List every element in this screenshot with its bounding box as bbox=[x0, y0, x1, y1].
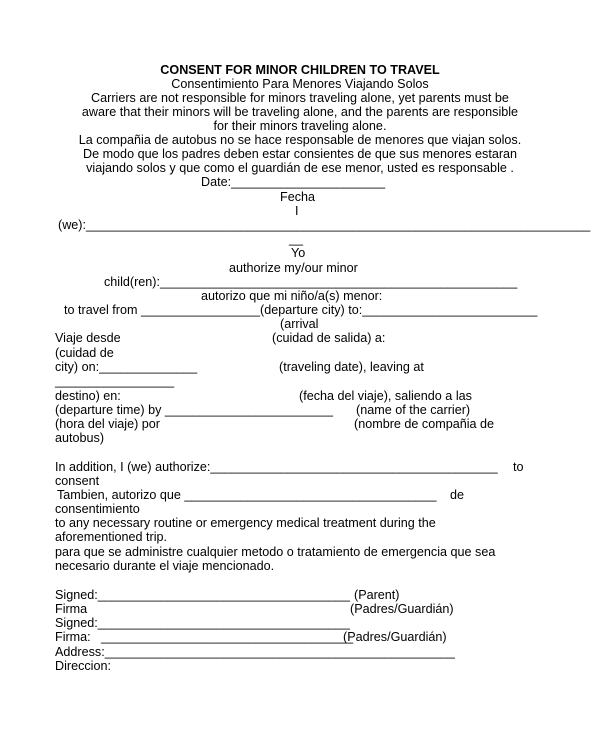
cuidad-salida-label: (cuidad de salida) a: bbox=[272, 331, 386, 345]
parent-label-1: (Parent) bbox=[354, 588, 400, 602]
autobus-label: autobus) bbox=[55, 431, 105, 445]
date-field[interactable]: Date:______________________ bbox=[201, 175, 386, 189]
address-field[interactable]: Address:__________________________________________________ bbox=[55, 645, 455, 659]
treatment-english-line-1: to any necessary routine or emergency medical treatment during the bbox=[55, 516, 436, 530]
yo-label: Yo bbox=[291, 246, 306, 260]
nombre-compania-label: (nombre de compañia de bbox=[354, 417, 495, 431]
de-label: de bbox=[450, 488, 465, 502]
firma-label-2: Firma: bbox=[55, 630, 91, 644]
arrival-label: (arrival bbox=[280, 317, 319, 331]
children-name-field[interactable]: child(ren):___________________________________________________ bbox=[104, 275, 518, 289]
treatment-spanish-line-2: necesario durante el viaje mencionado. bbox=[55, 559, 275, 573]
fecha-viaje-label: (fecha del viaje), saliendo a las bbox=[299, 389, 472, 403]
consent-label: consent bbox=[55, 474, 100, 488]
form-subtitle: Consentimiento Para Menores Viajando Solos bbox=[171, 77, 429, 91]
i-label: I bbox=[295, 204, 299, 218]
intro-spanish-line-3: viajando solos y que como el guardián de ese menor, usted es responsable . bbox=[86, 161, 514, 175]
yo-underline: __ bbox=[289, 232, 304, 246]
signed-field-2[interactable]: Signed:____________________________________ bbox=[55, 616, 350, 630]
treatment-english-line-2: aforementioned trip. bbox=[55, 530, 168, 544]
firma-field-2[interactable]: ____________________________________ bbox=[101, 630, 354, 644]
fecha-label: Fecha bbox=[280, 190, 316, 204]
cuidad-de-label: (cuidad de bbox=[55, 346, 114, 360]
guardian-label-2: (Padres/Guardián) bbox=[343, 630, 447, 644]
intro-english-line-3: for their minors traveling alone. bbox=[213, 119, 387, 133]
authorize-minor-label: authorize my/our minor bbox=[229, 261, 358, 275]
carrier-label: (name of the carrier) bbox=[356, 403, 471, 417]
intro-spanish-line-2: De modo que los padres deben estar consientes de que sus menores estaran bbox=[82, 147, 518, 161]
direccion-label: Direccion: bbox=[55, 659, 111, 673]
autorizo-label: autorizo que mi niño/a(s) menor: bbox=[201, 289, 383, 303]
intro-english-line-2: aware that their minors will be traveling alone, and the parents are responsible bbox=[81, 105, 519, 119]
carrier-name-field[interactable]: (departure time) by ________________________ bbox=[55, 403, 333, 417]
traveling-date-label: (traveling date), leaving at bbox=[279, 360, 424, 374]
to-label: to bbox=[513, 460, 524, 474]
travel-cities-field[interactable]: to travel from _________________(departure city) to:_________________________ bbox=[64, 303, 538, 317]
firma-label-1: Firma bbox=[55, 602, 88, 616]
intro-spanish-line-1: La compañia de autobus no se hace responsable de menores que viajan solos. bbox=[78, 133, 522, 147]
departure-time-field-short[interactable]: _________________ bbox=[55, 374, 175, 388]
guardian-label-1: (Padres/Guardián) bbox=[350, 602, 454, 616]
guardian-name-field[interactable]: (we):________________________________________________________________________ bbox=[58, 218, 591, 232]
destino-label: destino) en: bbox=[55, 389, 121, 403]
signed-field-1[interactable]: Signed:____________________________________ bbox=[55, 588, 350, 602]
additional-authorize-field[interactable]: In addition, I (we) authorize:_________________________________________ bbox=[55, 460, 498, 474]
treatment-spanish-line-1: para que se administre cualquier metodo o tratamiento de emergencia que sea bbox=[55, 545, 496, 559]
intro-english-line-1: Carriers are not responsible for minors traveling alone, yet parents must be bbox=[91, 91, 509, 105]
arrival-city-date-field[interactable]: city) on:______________ bbox=[55, 360, 198, 374]
hora-viaje-label: (hora del viaje) por bbox=[55, 417, 160, 431]
form-title: CONSENT FOR MINOR CHILDREN TO TRAVEL bbox=[160, 63, 440, 77]
consentimiento-label: consentimiento bbox=[55, 502, 140, 516]
viaje-desde-label: Viaje desde bbox=[55, 331, 121, 345]
tambien-field[interactable]: Tambien, autorizo que ____________________________________ bbox=[57, 488, 437, 502]
